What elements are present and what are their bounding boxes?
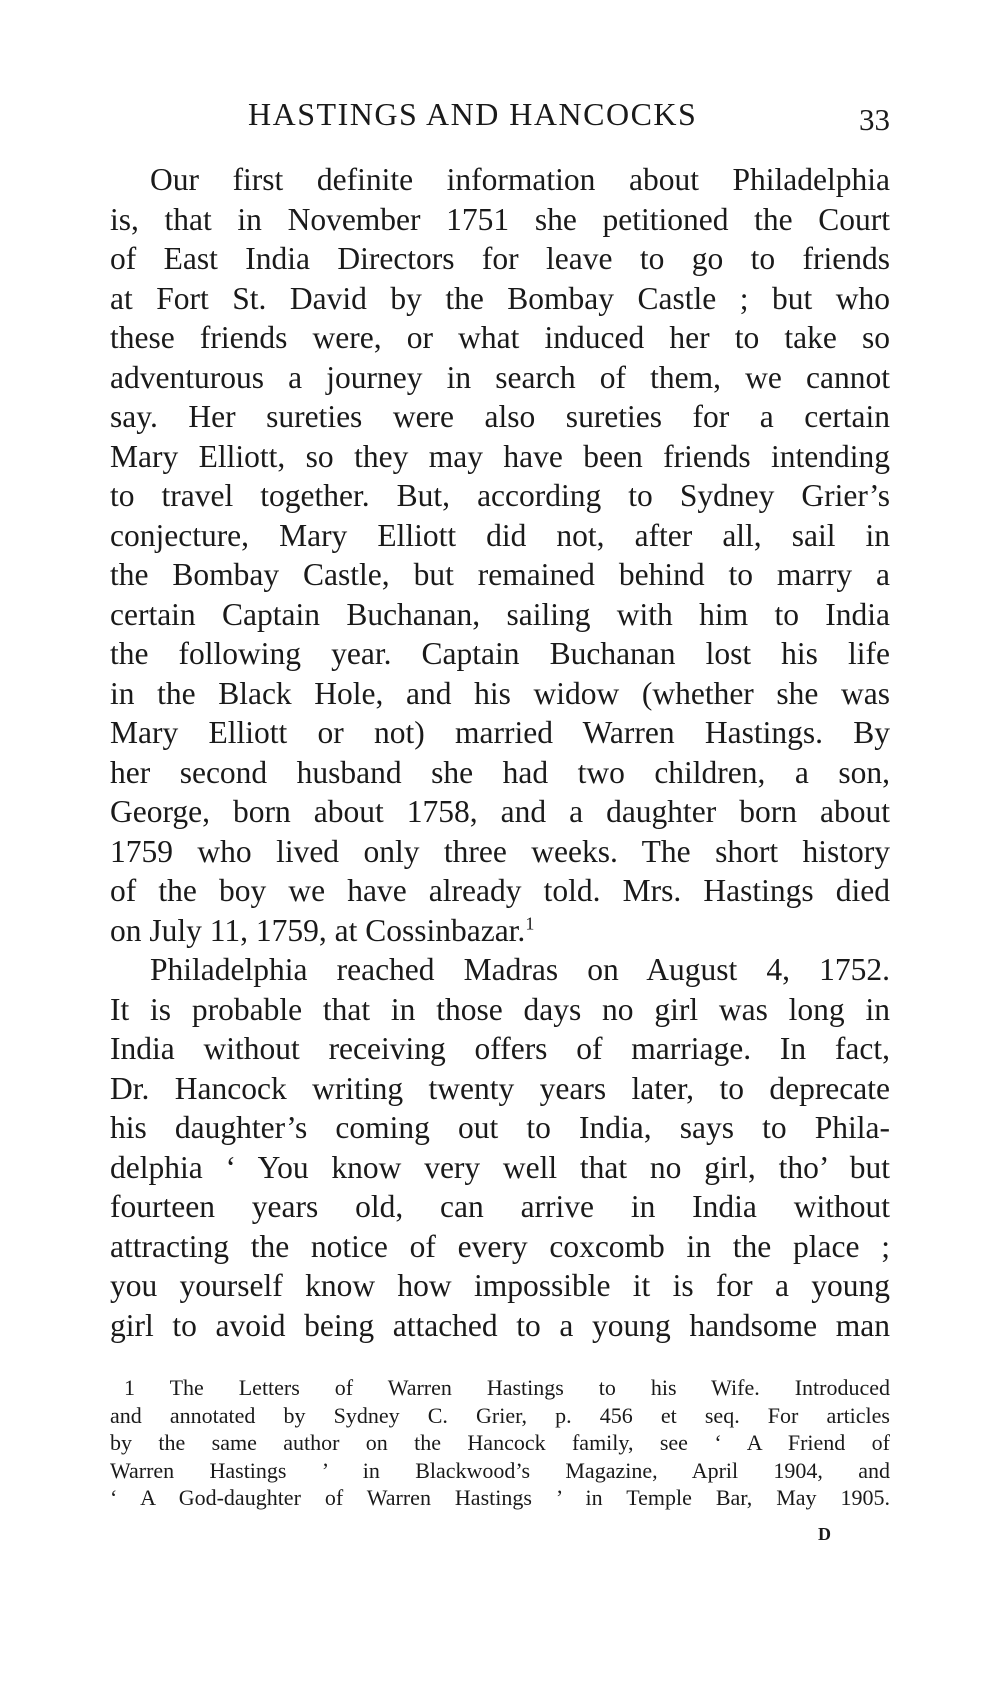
footnote-reference: 1 — [525, 913, 535, 933]
footnote-line: Warren Hastings ’ in Blackwood’s Magazine, April 1904, and — [110, 1457, 890, 1483]
text-line: is, that in November 1751 she petitioned the Court — [110, 201, 890, 237]
running-head — [110, 92, 890, 142]
text-line: at Fort St. David by the Bombay Castle ; but who — [110, 280, 890, 316]
text-line: of East India Directors for leave to go to friends — [110, 241, 890, 276]
footnote-line: and annotated by Sydney C. Grier, p. 456 et seq. For articles — [110, 1402, 890, 1428]
text-line: the Bombay Castle, but remained behind to marry a — [110, 557, 890, 592]
text-line: Dr. Hancock writing twenty years later, to deprecate — [110, 1070, 890, 1106]
text-line: attracting the notice of every coxcomb in the place ; — [110, 1228, 890, 1264]
footnote-line: ‘ A God-daughter of Warren Hastings ’ in Temple Bar, May 1905. — [110, 1485, 890, 1510]
text-line: of the boy we have already told. Mrs. Hastings died — [110, 873, 890, 908]
text-line: her second husband she had two children, a son, — [110, 754, 890, 790]
text-line: in the Black Hole, and his widow (whether she was — [110, 675, 890, 711]
page-number: 33 — [859, 102, 890, 137]
footnote-line: 1 The Letters of Warren Hastings to his Wife. Introduced — [124, 1375, 890, 1400]
footnote — [110, 1374, 890, 1512]
text-line: 1759 who lived only three weeks. The short history — [110, 833, 890, 869]
text-line: conjecture, Mary Elliott did not, after all, sail in — [110, 517, 890, 553]
text-line: It is probable that in those days no girl was long in — [110, 991, 890, 1027]
text-line: George, born about 1758, and a daughter born about — [110, 794, 890, 829]
text-line-with-footnote-ref — [110, 911, 890, 951]
text-line: Mary Elliott, so they may have been friends intending — [110, 438, 890, 474]
text-line: on July 11, 1759, at Cossinbazar. — [110, 912, 526, 948]
footnote-line: by the same author on the Hancock family, see ‘ A Friend of — [110, 1430, 890, 1455]
text-line: these friends were, or what induced her to take so — [110, 320, 890, 355]
text-line: adventurous a journey in search of them, we cannot — [110, 359, 890, 395]
running-title: HASTINGS AND HANCOCKS — [248, 96, 698, 132]
text-line: say. Her sureties were also sureties for a certain — [110, 399, 890, 434]
signature-mark: D — [818, 1524, 831, 1544]
text-line: fourteen years old, can arrive in India without — [110, 1189, 890, 1224]
text-line: his daughter’s coming out to India, says to Phila- — [110, 1110, 890, 1145]
text-line: certain Captain Buchanan, sailing with him to India — [110, 596, 890, 632]
text-line: to travel together. But, according to Sydney Grier’s — [110, 478, 890, 513]
text-line: delphia ‘ You know very well that no girl, tho’ but — [110, 1149, 890, 1185]
body-text — [110, 160, 890, 1345]
text-line: India without receiving offers of marriage. In fact, — [110, 1031, 890, 1066]
text-line: girl to avoid being attached to a young handsome man — [110, 1307, 890, 1343]
text-line: Philadelphia reached Madras on August 4, 1752. — [150, 952, 890, 987]
text-line: you yourself know how impossible it is for a young — [110, 1268, 890, 1303]
text-line: Our first definite information about Philadelphia — [150, 162, 890, 197]
text-line: the following year. Captain Buchanan lost his life — [110, 636, 890, 671]
text-line: Mary Elliott or not) married Warren Hastings. By — [110, 715, 890, 750]
